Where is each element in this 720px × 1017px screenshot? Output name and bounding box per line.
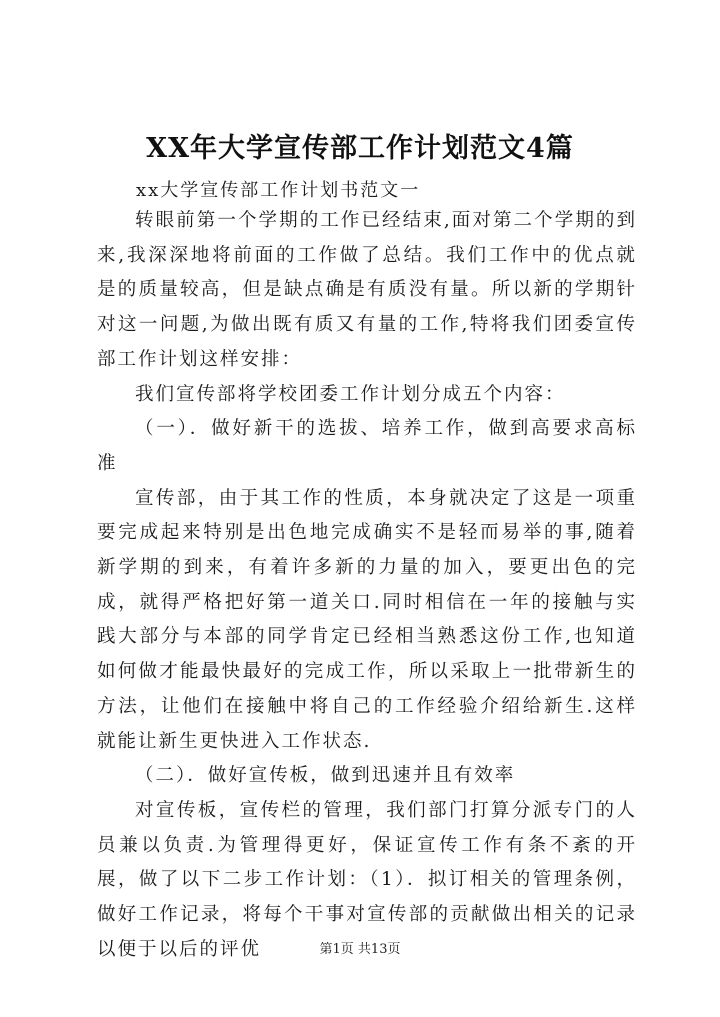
document-body	[97, 204, 637, 967]
paragraph-overview: 我们宣传部将学校团委工作计划分成五个内容：	[135, 383, 566, 405]
document-title: XX年大学宣传部工作计划范文4篇	[146, 133, 574, 164]
paragraph-section-2: 对宣传板，宣传栏的管理，我们部门打算分派专门的人员兼以负责.为管理得更好，保证宣传工作有条不紊的开展，做了以下二步工作计划：（1）．拟订相关的管理条例，做好工作记录，将每个干事对宣传部的贡献做出相关的记录以便于以后的评优	[97, 799, 637, 960]
paragraph-intro: 转眼前第一个学期的工作已经结束,面对第二个学期的到来,我深深地将前面的工作做了总结。我们工作中的优点就是的质量较高，但是缺点确是有质没有量。所以新的学期针对这一问题,为做出既有质又有量的工作,特将我们团委宣传部工作计划这样安排：	[97, 210, 637, 370]
document-subtitle: xx大学宣传部工作计划书范文一	[136, 180, 421, 201]
paragraph-section-1: 宣传部，由于其工作的性质，本身就决定了这是一项重要完成起来特别是出色地完成确实不是轻而易举的事,随着新学期的到来，有着许多新的力量的加入，要更出色的完成，就得严格把好第一道关口.同时相信在一年的接触与实践大部分与本部的同学肯定已经相当熟悉这份工作,也知道如何做才能最快最好的完成工作，所以采取上一批带新生的方法，让他们在接触中将自己的工作经验介绍给新生.这样就能让新生更快进入工作状态.	[97, 487, 637, 752]
section-heading-1: （一）．做好新干的选拔、培养工作，做到高要求高标准	[97, 418, 637, 474]
section-heading-2: （二）．做好宣传板，做到迅速并且有效率	[135, 765, 516, 787]
page-footer: 第1页 共13页	[319, 942, 401, 957]
